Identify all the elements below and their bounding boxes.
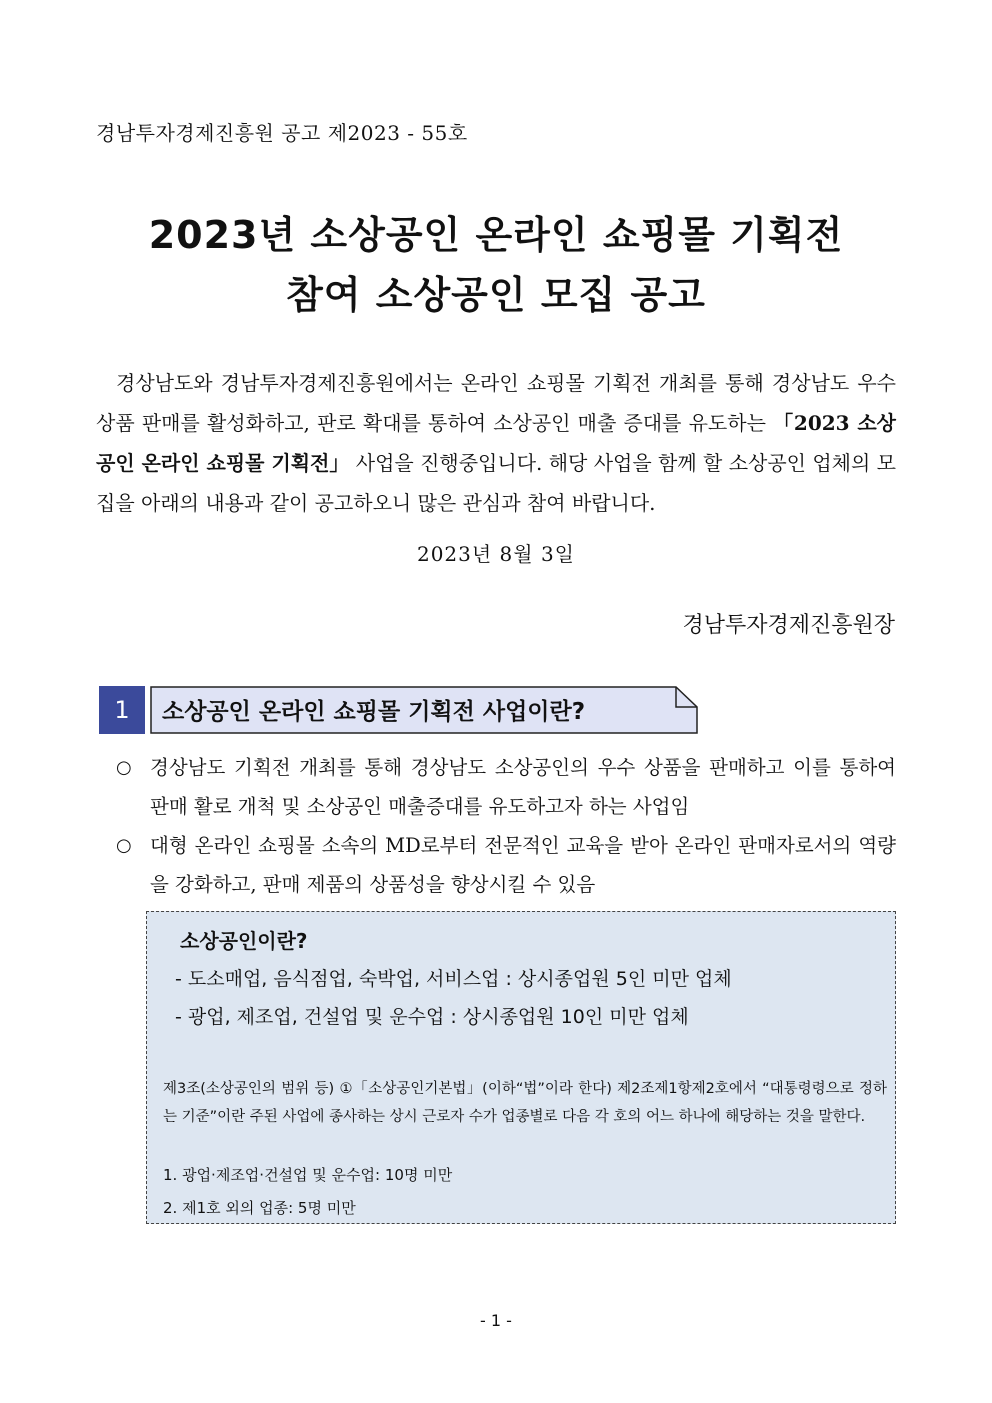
bullet-item: [116, 748, 896, 826]
bullet-text: 대형 온라인 쇼핑몰 소속의 MD로부터 전문적인 교육을 받아 온라인 판매자로서의 역량을 강화하고, 판매 제품의 상품성을 향상시킬 수 있음: [150, 834, 896, 896]
intro-text-2: 사업을 진행중입니다. 해당 사업을 함께 할 소상공인 업체의 모집을 아래의 내용과 같이 공고하오니 많은 관심과 참여 바랍니다.: [96, 451, 896, 515]
document-title-line1: 2023년 소상공인 온라인 쇼핑몰 기획전: [148, 213, 844, 257]
definition-box: [146, 911, 896, 1224]
section-title: 소상공인 온라인 쇼핑몰 기획전 사업이란?: [162, 699, 586, 725]
definition-heading: 소상공인이란?: [180, 929, 308, 953]
section-number-badge: 1: [99, 686, 145, 734]
notice-date: 2023년 8월 3일: [416, 542, 576, 566]
page-number: - 1 -: [480, 1311, 512, 1330]
signature-agency-head: 경남투자경제진흥원장: [682, 613, 895, 638]
bullet-text: 경상남도 기획전 개최를 통해 경상남도 소상공인의 우수 상품을 판매하고 이를 통하여 판매 활로 개척 및 소상공인 매출증대를 유도하고자 하는 사업임: [150, 756, 896, 818]
bullet-item: [116, 826, 896, 904]
bullet-circle-icon: ○: [116, 757, 132, 778]
definition-line: - 도소매업, 음식점업, 숙박업, 서비스업 : 상시종업원 5인 미만 업체: [175, 968, 732, 990]
section-title-box: [150, 686, 698, 732]
bullet-circle-icon: ○: [116, 835, 132, 856]
law-item: 2. 제1호 외의 업종: 5명 미만: [163, 1199, 356, 1217]
section-bullets: [116, 748, 896, 904]
law-text: 제3조(소상공인의 범위 등) ①「소상공인기본법」(이하“법”이라 한다) 제2조제1항제2호에서 “대통령령으로 정하는 기준”이란 주된 사업에 종사하는 상시 근로자 수가 업종별로 다음 각 호의 어느 하나에 해당하는 것을 말한다.: [163, 1081, 887, 1125]
notice-number: 경남투자경제진흥원 공고 제2023 - 55호: [96, 121, 468, 145]
intro-text-1: 경상남도와 경남투자경제진흥원에서는 온라인 쇼핑몰 기획전 개최를 통해 경상남도 우수 상품 판매를 활성화하고, 판로 확대를 통하여 소상공인 매출 증대를 유도하는: [96, 371, 896, 435]
definition-line: - 광업, 제조업, 건설업 및 운수업 : 상시종업원 10인 미만 업체: [175, 1006, 689, 1028]
intro-paragraph: [96, 363, 896, 523]
document-title-line2: 참여 소상공인 모집 공고: [286, 273, 706, 317]
intro-emphasis: 「2023 소상공인 온라인 쇼핑몰 기획전」: [96, 411, 896, 475]
law-item: 1. 광업·제조업·건설업 및 운수업: 10명 미만: [163, 1166, 453, 1184]
